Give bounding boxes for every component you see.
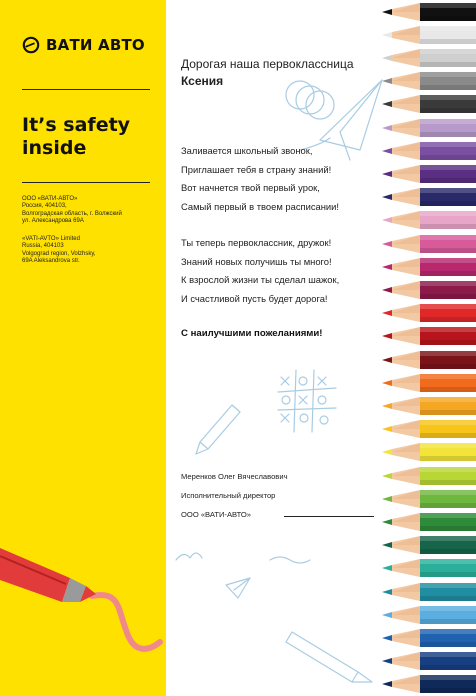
pencil-icon <box>382 418 476 440</box>
address-en <box>22 236 152 266</box>
pencil-icon <box>382 673 476 695</box>
pencil-doodle-icon <box>286 632 372 682</box>
address-line: ООО «ВАТИ-АВТО» <box>22 196 78 202</box>
pencil-icon <box>382 557 476 579</box>
address-ru <box>22 196 152 226</box>
pencil-icon <box>382 604 476 626</box>
pencil-icon <box>382 117 476 139</box>
poem-line: Вот начнется твой первый урок, <box>181 182 320 193</box>
wishes: С наилучшими пожеланиями! <box>181 328 323 339</box>
company-logo <box>22 36 145 54</box>
pencil-icon <box>382 372 476 394</box>
pencil-icon <box>382 163 476 185</box>
signatory-company: ООО «ВАТИ-АВТО» <box>181 510 252 519</box>
pencil-icon <box>382 581 476 603</box>
paper-plane-icon <box>226 578 250 598</box>
pencil-icon <box>382 650 476 672</box>
pencil-icon <box>382 256 476 278</box>
pencil-icon <box>382 93 476 115</box>
signatory-name: Меренков Олег Вячеславович <box>181 472 288 481</box>
address-line: ул. Александрова 69А <box>22 218 84 225</box>
poem-line: И счастливой пусть будет дорога! <box>181 292 328 304</box>
pencil-doodle-icon <box>196 405 240 454</box>
pencil-icon <box>382 349 476 371</box>
poem-line: Знаний новых получишь ты много! <box>181 255 332 267</box>
pencil-icon <box>382 140 476 162</box>
brand-panel <box>0 0 166 696</box>
pencil-icon <box>382 488 476 510</box>
logo-text: ВАТИ АВТО <box>46 36 145 54</box>
poem-line: Самый первый в твоем расписании! <box>181 200 339 212</box>
squiggle-doodle <box>270 557 310 563</box>
signatory-title: Исполнительный директор <box>181 491 276 500</box>
pencil-icon <box>382 302 476 324</box>
divider <box>22 89 150 90</box>
pencil-icon <box>382 47 476 69</box>
colored-pencils <box>382 0 476 696</box>
poem-line: Приглашает тебя в страну знаний! <box>181 163 332 175</box>
pencil-icon <box>382 70 476 92</box>
signature-line <box>284 516 374 517</box>
pencil-icon <box>382 325 476 347</box>
pencil-icon <box>382 279 476 301</box>
poem-line: Ты теперь первоклассник, дружок! <box>181 237 332 248</box>
greeting-text: Дорогая наша первоклассница <box>181 57 354 71</box>
marker-icon <box>0 530 170 670</box>
pencil-icon <box>382 24 476 46</box>
pencil-icon <box>382 465 476 487</box>
pencil-icon <box>382 534 476 556</box>
poem-line: К взрослой жизни ты сделал шажок, <box>181 274 340 285</box>
pencil-icon <box>382 395 476 417</box>
address-line: Volgograd region, Volzhsky, <box>22 250 96 257</box>
recipient-name: Ксения <box>181 74 224 88</box>
slogan: It’s safety inside <box>22 114 131 159</box>
poem-line: Заливается школьный звонок, <box>181 145 313 156</box>
pencil-icon <box>382 441 476 463</box>
address-line: Russia, 404103 <box>22 243 64 250</box>
address-line: Волгоградская область, г. Волжский <box>22 210 122 217</box>
poem-stanza-2 <box>181 234 339 308</box>
pencil-icon <box>382 233 476 255</box>
pencil-icon <box>382 1 476 23</box>
pencil-icon <box>382 186 476 208</box>
poem-stanza-1 <box>181 142 339 216</box>
address-line: Россия, 404103, <box>22 203 67 210</box>
cloud-doodle <box>176 553 202 560</box>
divider <box>22 182 150 183</box>
address-line: «VATI-AVTO» Limited <box>22 236 80 242</box>
pencil-icon <box>382 511 476 533</box>
greeting <box>181 57 354 88</box>
vati-logo-icon <box>22 36 40 54</box>
pencil-icon <box>382 627 476 649</box>
tic-tac-toe-icon <box>278 370 336 432</box>
address-line: 69A Aleksandrova str. <box>22 258 80 265</box>
pencil-icon <box>382 209 476 231</box>
